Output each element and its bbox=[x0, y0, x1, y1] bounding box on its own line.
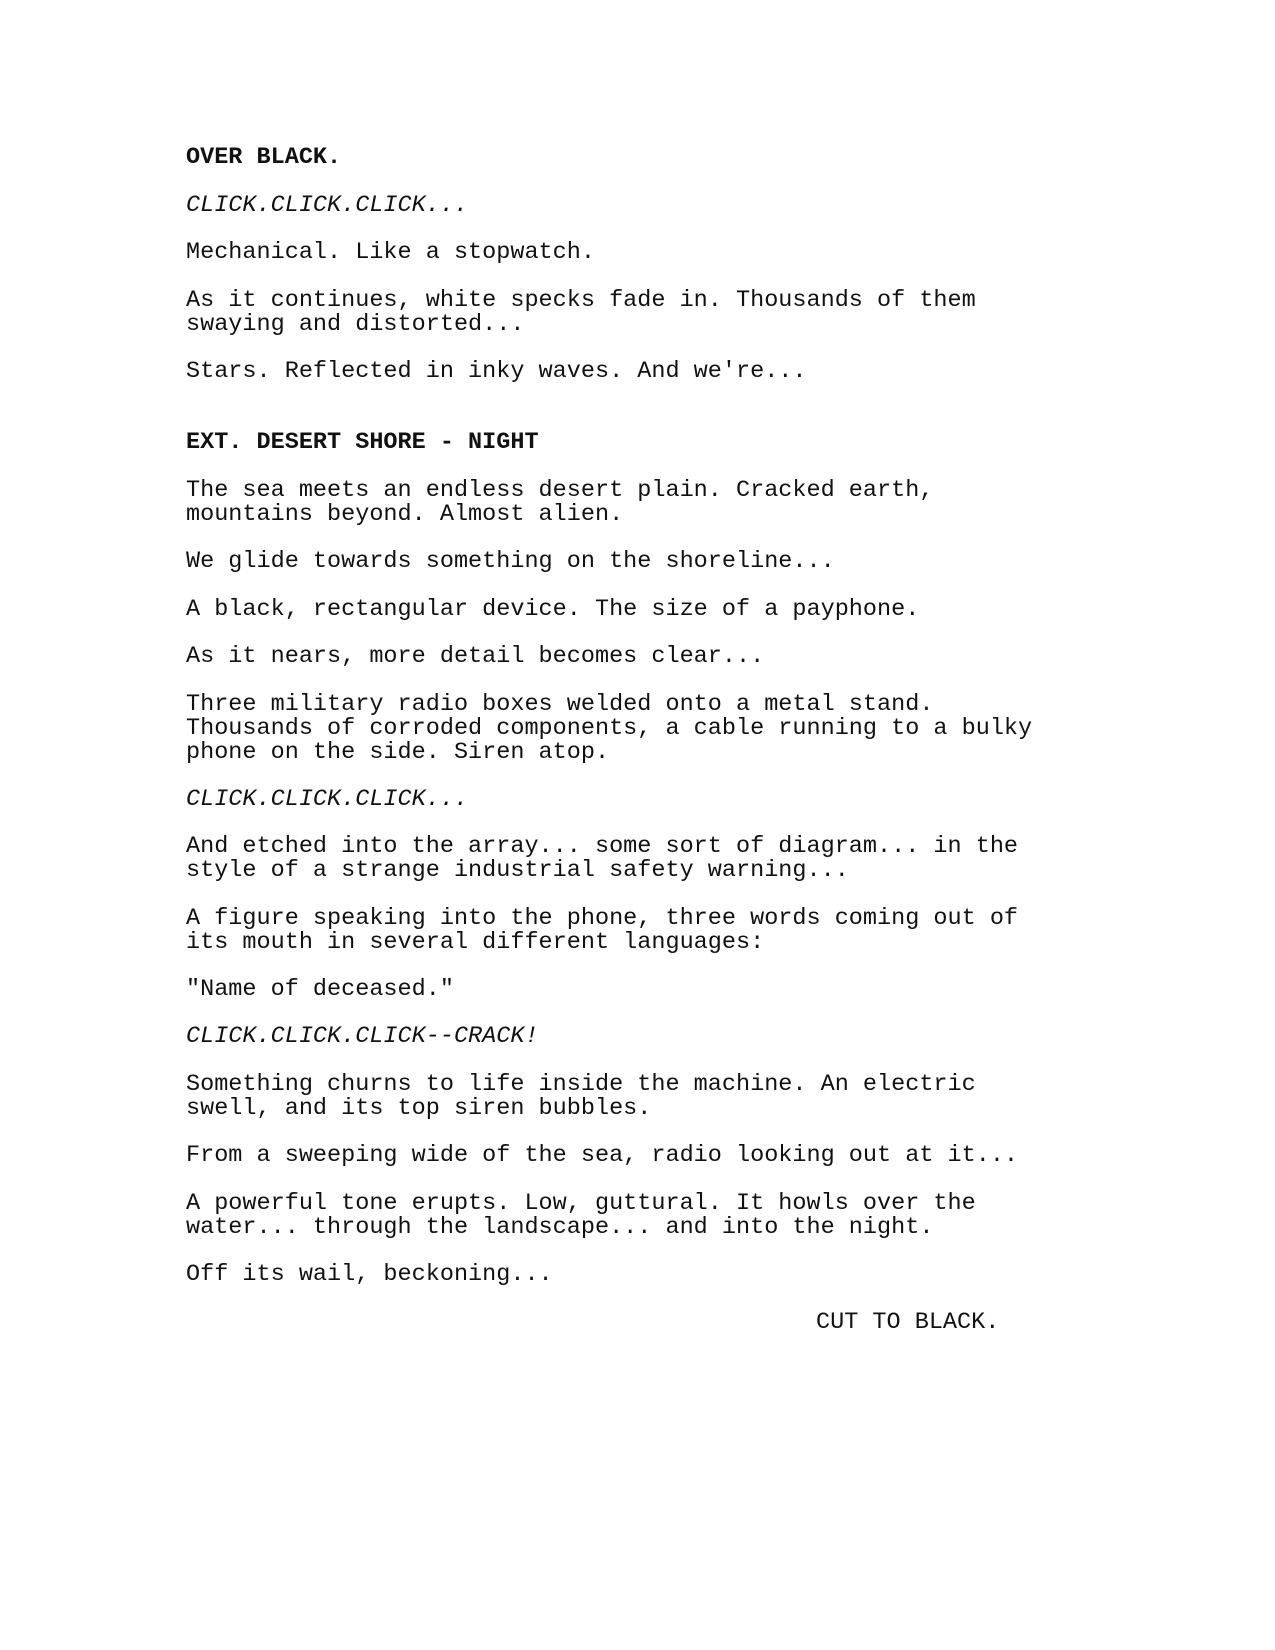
action-line: Three military radio boxes welded onto a metal stand. Thousands of corroded components, a cable running to a bulky phone on the side. Siren atop. bbox=[186, 691, 1033, 766]
action-line: As it nears, more detail becomes clear... bbox=[186, 643, 765, 670]
action-line: Off its wail, beckoning... bbox=[186, 1261, 553, 1288]
action-line: A black, rectangular device. The size of a payphone. bbox=[186, 596, 920, 623]
scene-heading: EXT. DESERT SHORE - NIGHT bbox=[186, 429, 539, 456]
sound-effect-click: CLICK.CLICK.CLICK... bbox=[186, 786, 469, 813]
action-line: As it continues, white specks fade in. Thousands of them swaying and distorted... bbox=[186, 287, 976, 338]
over-black-heading: OVER BLACK. bbox=[186, 144, 342, 171]
sound-effect-crack: CLICK.CLICK.CLICK--CRACK! bbox=[186, 1023, 539, 1050]
action-line: From a sweeping wide of the sea, radio looking out at it... bbox=[186, 1142, 1019, 1169]
action-line: Stars. Reflected in inky waves. And we're... bbox=[186, 358, 807, 385]
action-line: And etched into the array... some sort of diagram... in the style of a strange industrial safety warning... bbox=[186, 833, 1019, 884]
action-line: Mechanical. Like a stopwatch. bbox=[186, 239, 595, 266]
transition-cut-to-black: CUT TO BLACK. bbox=[816, 1309, 1000, 1336]
sound-effect-click: CLICK.CLICK.CLICK... bbox=[186, 192, 469, 219]
action-line: A powerful tone erupts. Low, guttural. It howls over the water... through the landscape... and into the night. bbox=[186, 1190, 976, 1241]
action-line: The sea meets an endless desert plain. Cracked earth, mountains beyond. Almost alien. bbox=[186, 477, 934, 528]
action-line: Something churns to life inside the machine. An electric swell, and its top siren bubbles. bbox=[186, 1071, 976, 1122]
action-line: We glide towards something on the shoreline... bbox=[186, 548, 835, 575]
action-line: A figure speaking into the phone, three words coming out of its mouth in several different languages: bbox=[186, 905, 1019, 956]
quoted-line: "Name of deceased." bbox=[186, 976, 454, 1003]
